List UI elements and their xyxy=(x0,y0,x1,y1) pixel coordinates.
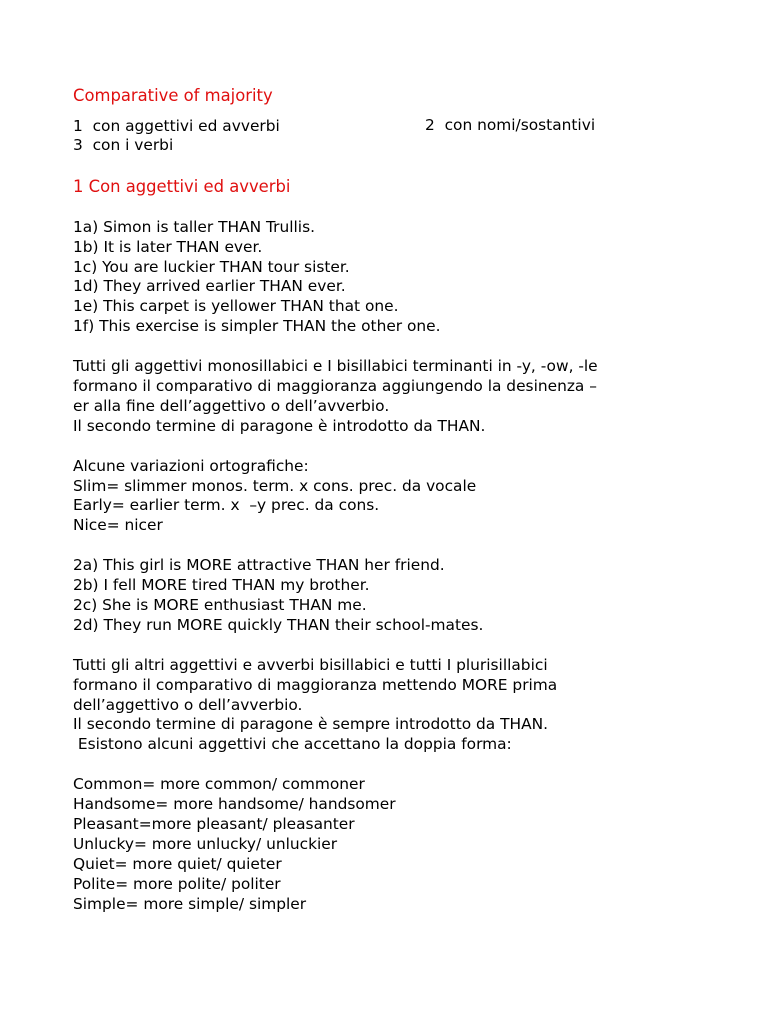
rule-1-line: Il secondo termine di paragone è introdotto da THAN. xyxy=(73,416,486,435)
example-2b: 2b) I fell MORE tired THAN my brother. xyxy=(73,576,370,595)
spelling-variations xyxy=(73,457,733,537)
example-2c: 2c) She is MORE enthusiast THAN me. xyxy=(73,596,367,615)
double-form-item: Handsome= more handsome/ handsomer xyxy=(73,795,396,814)
examples-1-list xyxy=(73,218,733,337)
variations-heading: Alcune variazioni ortografiche: xyxy=(73,456,309,475)
intro-item-2: 2 con nomi/sostantivi xyxy=(425,116,596,134)
variation-item: Slim= slimmer monos. term. x cons. prec. da vocale xyxy=(73,476,477,495)
example-1f: 1f) This exercise is simpler THAN the other one. xyxy=(73,317,441,336)
example-2a: 2a) This girl is MORE attractive THAN her friend. xyxy=(73,556,445,575)
example-2d: 2d) They run MORE quickly THAN their school-mates. xyxy=(73,615,484,634)
page-title: Comparative of majority xyxy=(73,86,273,105)
double-form-item: Common= more common/ commoner xyxy=(73,775,365,794)
double-forms-list xyxy=(73,775,733,914)
rule-2-paragraph xyxy=(73,656,733,755)
example-1b: 1b) It is later THAN ever. xyxy=(73,237,263,256)
document-page xyxy=(73,84,733,915)
rule-1-paragraph xyxy=(73,357,733,437)
rule-2-line: formano il comparativo di maggioranza mettendo MORE prima xyxy=(73,675,558,694)
rule-2-line: Tutti gli altri aggettivi e avverbi bisillabici e tutti I plurisillabici xyxy=(73,655,548,674)
rule-2-line: Esistono alcuni aggettivi che accettano la doppia forma: xyxy=(73,735,512,754)
example-1a: 1a) Simon is taller THAN Trullis. xyxy=(73,217,315,236)
double-form-item: Pleasant=more pleasant/ pleasanter xyxy=(73,815,355,834)
double-form-item: Polite= more polite/ politer xyxy=(73,874,281,893)
intro-item-3: 3 con i verbi xyxy=(73,135,174,154)
double-form-item: Unlucky= more unlucky/ unluckier xyxy=(73,834,338,853)
section-1-heading: 1 Con aggettivi ed avverbi xyxy=(73,176,291,196)
double-form-item: Quiet= more quiet/ quieter xyxy=(73,854,282,873)
example-1e: 1e) This carpet is yellower THAN that one. xyxy=(73,297,399,316)
rule-1-line: Tutti gli aggettivi monosillabici e I bisillabici terminanti in -y, -ow, -le xyxy=(73,357,598,376)
intro-item-1: 1 con aggettivi ed avverbi xyxy=(73,117,280,135)
rule-2-line: dell’aggettivo o dell’avverbio. xyxy=(73,695,303,714)
double-form-item: Simple= more simple/ simpler xyxy=(73,894,307,913)
examples-2-list xyxy=(73,556,733,636)
rule-1-line: er alla fine dell’aggettivo o dell’avverbio. xyxy=(73,396,390,415)
example-1c: 1c) You are luckier THAN tour sister. xyxy=(73,257,350,276)
example-1d: 1d) They arrived earlier THAN ever. xyxy=(73,277,346,296)
intro-row-1 xyxy=(73,116,733,136)
rule-1-line: formano il comparativo di maggioranza aggiungendo la desinenza – xyxy=(73,377,597,396)
variation-item: Early= earlier term. x –y prec. da cons. xyxy=(73,496,380,515)
variation-item: Nice= nicer xyxy=(73,516,163,535)
rule-2-line: Il secondo termine di paragone è sempre introdotto da THAN. xyxy=(73,715,549,734)
